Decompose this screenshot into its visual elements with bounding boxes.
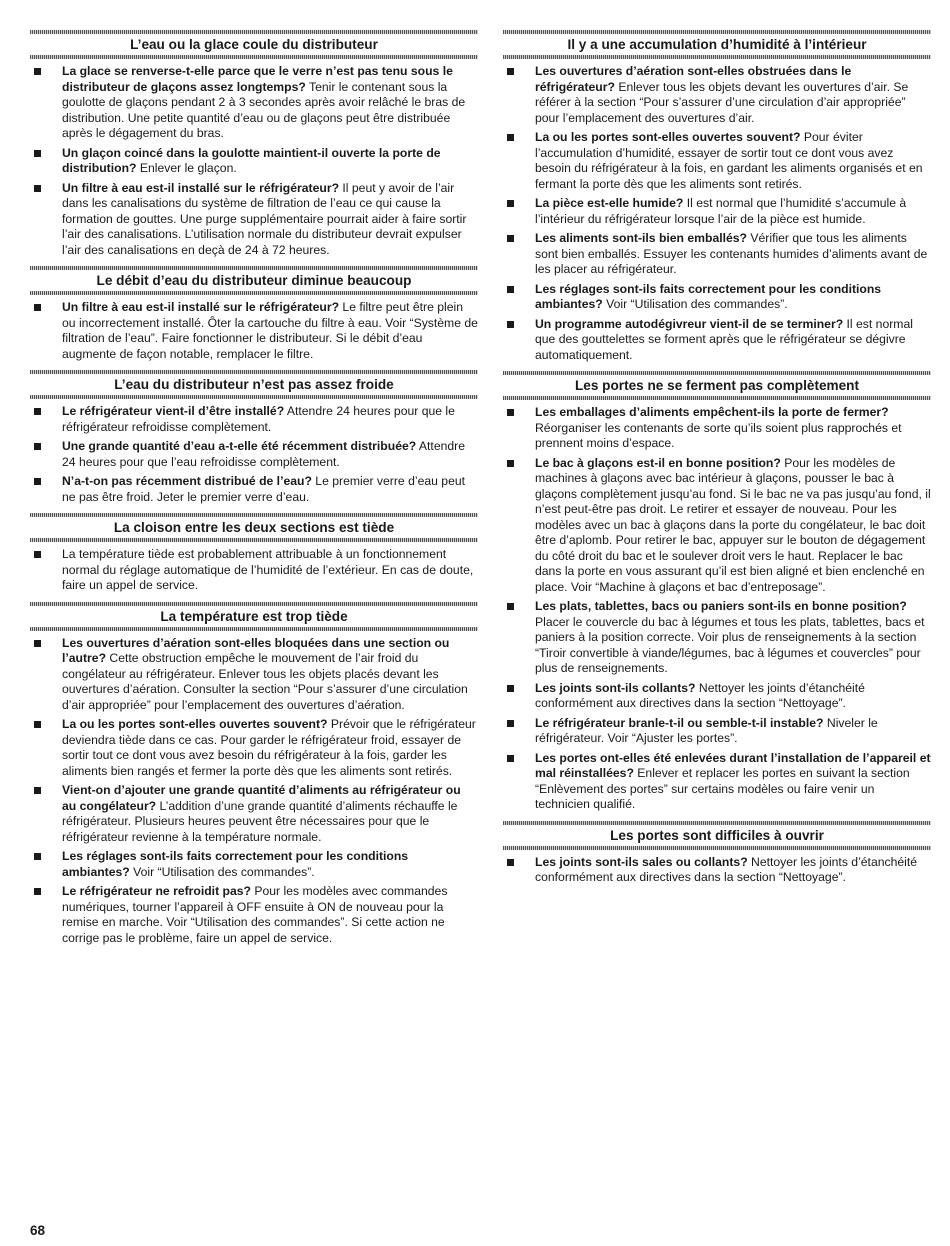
list-item [30, 884, 478, 946]
list-item [503, 64, 931, 126]
question-text: Les ouvertures d’aération sont-elles bloquées dans une section ou l’autre? [62, 635, 450, 665]
section-header [503, 821, 931, 850]
square-bullet-icon [34, 68, 41, 75]
answer-text: Vérifier que tous les aliments sont bien emballés. Essuyer les contenants humides d’aliments avant de les placer au réfrigérateur. [535, 231, 928, 276]
troubleshooting-section [30, 30, 478, 258]
list-item [503, 405, 931, 452]
question-text: La ou les portes sont-elles ouvertes souvent? [535, 130, 801, 144]
list-item [30, 300, 478, 362]
section-title: Les portes sont difficiles à ouvrir [610, 827, 824, 843]
square-bullet-icon [34, 787, 41, 794]
troubleshooting-section [30, 266, 478, 362]
list-item [30, 849, 478, 880]
answer-text: Enlever et replacer les portes en suivant la section “Enlèvement des portes” sur certains modèles ou faire venir un technicien qualifié. [535, 766, 910, 811]
section-rule-bottom [30, 55, 478, 59]
list-item [30, 474, 478, 505]
answer-text: Il est normal que l’humidité s’accumule à l’intérieur du réfrigérateur lorsque l’air de la pièce est humide. [535, 196, 907, 226]
section-title: La température est trop tiède [160, 608, 348, 624]
question-text: Le bac à glaçons est-il en bonne position? [535, 455, 781, 470]
square-bullet-icon [507, 603, 514, 610]
question-text: Les ouvertures d’aération sont-elles obstruées dans le réfrigérateur? [535, 64, 852, 94]
answer-text: Il est normal que des gouttelettes se forment après que le réfrigérateur se dégivre automatiquement. [535, 316, 913, 362]
square-bullet-icon [507, 235, 514, 242]
answer-text: Niveler le réfrigérateur. Voir “Ajuster les portes”. [535, 715, 878, 745]
list-item [30, 636, 478, 714]
section-header [30, 370, 478, 399]
section-rule-bottom [30, 395, 478, 399]
square-bullet-icon [34, 185, 41, 192]
list-item [30, 783, 478, 845]
list-item [503, 855, 931, 886]
square-bullet-icon [507, 460, 514, 467]
square-bullet-icon [34, 721, 41, 728]
question-text: Le réfrigérateur branle-t-il ou semble-t-il instable? [535, 715, 824, 730]
square-bullet-icon [507, 685, 514, 692]
question-text: Les aliments sont-ils bien emballés? [535, 231, 747, 245]
question-text: Les réglages sont-ils faits correctement pour les conditions ambiantes? [535, 281, 882, 311]
answer-text: Voir “Utilisation des commandes”. [133, 864, 315, 879]
answer-text: L’addition d’une grande quantité d’aliments réchauffe le réfrigérateur. Plusieurs heures peuvent être nécessaires pour que le réfrigérateur revienne à la température normale. [62, 798, 458, 844]
square-bullet-icon [34, 443, 41, 450]
troubleshooting-section [30, 513, 478, 594]
answer-text: Prévoir que le réfrigérateur deviendra tiède dans ce cas. Pour garder le réfrigérateur froid, essayer de sortir tout ce dont vous avez besoin du réfrigérateur à la fois, garder les aliments bien rangés et fermer la porte dès que les aliments sont retirés. [62, 717, 476, 778]
answer-text: Le filtre peut être plein ou incorrectement installé. Ôter la cartouche du filtre à eau. Voir “Système de filtration de l’eau”. Faire fonctionner le distributeur. Si le débit d’eau augmente de façon notable, remplacer le filtre. [62, 300, 478, 361]
list-item [503, 456, 931, 596]
troubleshooting-section [30, 370, 478, 505]
square-bullet-icon [507, 200, 514, 207]
page-number: 68 [30, 1223, 46, 1238]
square-bullet-icon [507, 134, 514, 141]
troubleshooting-section [503, 30, 931, 363]
list-item [30, 64, 478, 142]
question-text: La pièce est-elle humide? [535, 196, 684, 210]
list-item [503, 681, 931, 712]
answer-text: Cette obstruction empêche le mouvement de l’air froid du congélateur au réfrigérateur. Enlever tous les objets placés devant les ouvertures d’aération. Consulter la section “Pour s’assurer d’une circulation d’air appropriée” pour l’emplacement des ouvertures d’aération. [62, 651, 468, 712]
answer-text: La température tiède est probablement attribuable à un fonctionnement normal du réglage automatique de l’humidité de l’extérieur. En cas de doute, faire un appel de service. [62, 547, 474, 592]
answer-text: Réorganiser les contenants de sorte qu’ils soient plus rapprochés et prennent moins d’espace. [535, 420, 902, 450]
question-text: Un filtre à eau est-il installé sur le réfrigérateur? [62, 300, 340, 314]
square-bullet-icon [34, 304, 41, 311]
square-bullet-icon [507, 68, 514, 75]
answer-text: Enlever le glaçon. [139, 161, 237, 175]
section-title: Les portes ne se ferment pas complètement [574, 378, 860, 393]
list-item [503, 716, 931, 747]
answer-text: Placer le couvercle du bac à légumes et tous les plats, tablettes, bacs et paniers à la position correcte. Voir plus de renseignements à la section “Tiroir convertible à viande/légumes, bac à légumes et couvercles” pour plus de renseignements. [535, 614, 925, 675]
section-header [503, 30, 931, 59]
square-bullet-icon [507, 859, 514, 866]
list-item [503, 751, 931, 813]
list-item [503, 317, 931, 364]
answer-text: Voir “Utilisation des commandes”. [606, 297, 788, 311]
question-text: Les portes ont-elles été enlevées durant l’installation de l’appareil et mal réinstallées? [535, 750, 931, 780]
list-item [503, 599, 931, 677]
section-header [30, 513, 478, 542]
answer-text: Tenir le contenant sous la goulotte de glaçons pendant 2 à 3 secondes après avoir relâché le bras de distribution. Une petite quantité d’eau ou de glaçons peut être distribuée après le dégagement du bras. [62, 79, 466, 140]
answer-text: Attendre 24 heures pour que l’eau refroidisse complètement. [62, 439, 465, 469]
list-item [30, 717, 478, 779]
square-bullet-icon [34, 640, 41, 647]
question-text: Vient-on d’ajouter une grande quantité d’aliments au réfrigérateur ou au congélateur? [62, 783, 461, 813]
square-bullet-icon [507, 409, 514, 416]
question-text: Un filtre à eau est-il installé sur le réfrigérateur? [62, 180, 340, 195]
section-header [30, 30, 478, 59]
question-text: Les joints sont-ils collants? [535, 680, 696, 695]
section-rule-bottom [30, 538, 478, 542]
question-text: Le réfrigérateur ne refroidit pas? [62, 884, 251, 898]
list-item [30, 181, 478, 259]
square-bullet-icon [34, 408, 41, 415]
answer-text: Nettoyer les joints d’étanchéité conformément aux directives dans la section “Nettoyage”. [535, 854, 918, 884]
section-header [30, 602, 478, 631]
answer-text: Le premier verre d’eau peut ne pas être froid. Jeter le premier verre d’eau. [62, 474, 466, 504]
column-left [30, 30, 478, 954]
answer-text: Pour éviter l’accumulation d’humidité, essayer de sortir tout ce dont vous avez besoin du réfrigérateur à la fois, en gardant les aliments organisés et en fermant la porte dès que les aliments sont retirés. [535, 130, 923, 191]
section-title: L’eau ou la glace coule du distributeur [130, 37, 378, 52]
troubleshooting-section [30, 602, 478, 947]
list-item [503, 231, 931, 278]
section-title: L’eau du distributeur n’est pas assez froide [114, 377, 394, 392]
question-text: Un glaçon coincé dans la goulotte maintient-il ouverte la porte de distribution? [62, 145, 441, 175]
answer-text: Pour les modèles avec commandes numériques, tourner l’appareil à OFF ensuite à ON de nouveau pour la remise en marche. Voir “Utilisation des commandes”. Si cette action ne corrige pas le problème, faire un appel de service. [62, 884, 448, 945]
answer-text: Il peut y avoir de l’air dans les canalisations du système de filtration de l’eau ce qui cause la formation de gouttes. Une purge supplémentaire pourrait aider à faire sortir l’air des canalisations. L’utilisation normale du distributeur devrait expulser l’air des canalisations en deçà de 24 à 72 heures. [62, 180, 467, 257]
answer-text: Nettoyer les joints d’étanchéité conformément aux directives dans la section “Nettoyage”. [535, 680, 865, 710]
list-item [503, 130, 931, 192]
question-text: Les emballages d’aliments empêchent-ils la porte de fermer? [535, 405, 889, 419]
square-bullet-icon [507, 755, 514, 762]
question-text: Une grande quantité d’eau a-t-elle été récemment distribuée? [62, 439, 417, 453]
list-item [30, 547, 478, 594]
list-item [503, 196, 931, 227]
troubleshooting-section [503, 821, 931, 886]
section-header [30, 266, 478, 295]
square-bullet-icon [507, 720, 514, 727]
question-text: Les réglages sont-ils faits correctement pour les conditions ambiantes? [62, 849, 409, 879]
square-bullet-icon [34, 853, 41, 860]
square-bullet-icon [34, 478, 41, 485]
section-title: Le débit d’eau du distributeur diminue beaucoup [96, 273, 412, 288]
question-text: Les joints sont-ils sales ou collants? [535, 854, 748, 869]
question-text: N’a-t-on pas récemment distribué de l’eau? [62, 474, 312, 488]
troubleshooting-section [503, 371, 931, 813]
section-rule-bottom [503, 55, 931, 59]
section-title: Il y a une accumulation d’humidité à l’intérieur [567, 37, 867, 52]
list-item [30, 146, 478, 177]
answer-text: Enlever tous les objets devant les ouvertures d’air. Se référer à la section “Pour s’assurer d’une circulation d’air appropriée” pour l’emplacement des ouvertures d’air. [535, 79, 909, 125]
answer-text: Attendre 24 heures pour que le réfrigérateur refroidisse complètement. [62, 404, 455, 434]
question-text: Le réfrigérateur vient-il d’être installé? [62, 404, 285, 418]
column-right [503, 30, 931, 894]
section-rule-bottom [30, 627, 478, 631]
list-item [503, 282, 931, 313]
square-bullet-icon [507, 286, 514, 293]
question-text: Un programme autodégivreur vient-il de se terminer? [535, 316, 844, 331]
section-rule-bottom [503, 846, 931, 850]
question-text: Les plats, tablettes, bacs ou paniers sont-ils en bonne position? [535, 599, 907, 613]
section-header [503, 371, 931, 400]
section-title: La cloison entre les deux sections est tiède [113, 520, 395, 535]
question-text: La glace se renverse-t-elle parce que le verre n’est pas tenu sous le distributeur de glaçons assez longtemps? [62, 64, 453, 94]
square-bullet-icon [34, 551, 41, 558]
question-text: La ou les portes sont-elles ouvertes souvent? [62, 717, 328, 731]
list-item [30, 404, 478, 435]
square-bullet-icon [507, 321, 514, 328]
section-rule-bottom [30, 291, 478, 295]
answer-text: Pour les modèles de machines à glaçons avec bac intérieur à glaçons, pousser le bac à glaçons complètement jusqu’au fond. Si le bac ne va pas jusqu’au fond, il n’est peut-être pas droit. Le retirer et essayer de nouveau. Pour les modèles avec un bac à glaçons dans la porte du congélateur, le bac doit être d’aplomb. Pour retirer le bac, appuyer sur le bouton de dégagement du côté droit du bac et le soulever droit vers le haut. Replacer le bac dans la porte en vous assurant qu’il est bien aligné et bien enclenché en place. Voir “Machine à glaçons et bac d’entreposage”. [535, 455, 931, 594]
square-bullet-icon [34, 888, 41, 895]
section-rule-bottom [503, 396, 931, 400]
list-item [30, 439, 478, 470]
square-bullet-icon [34, 150, 41, 157]
